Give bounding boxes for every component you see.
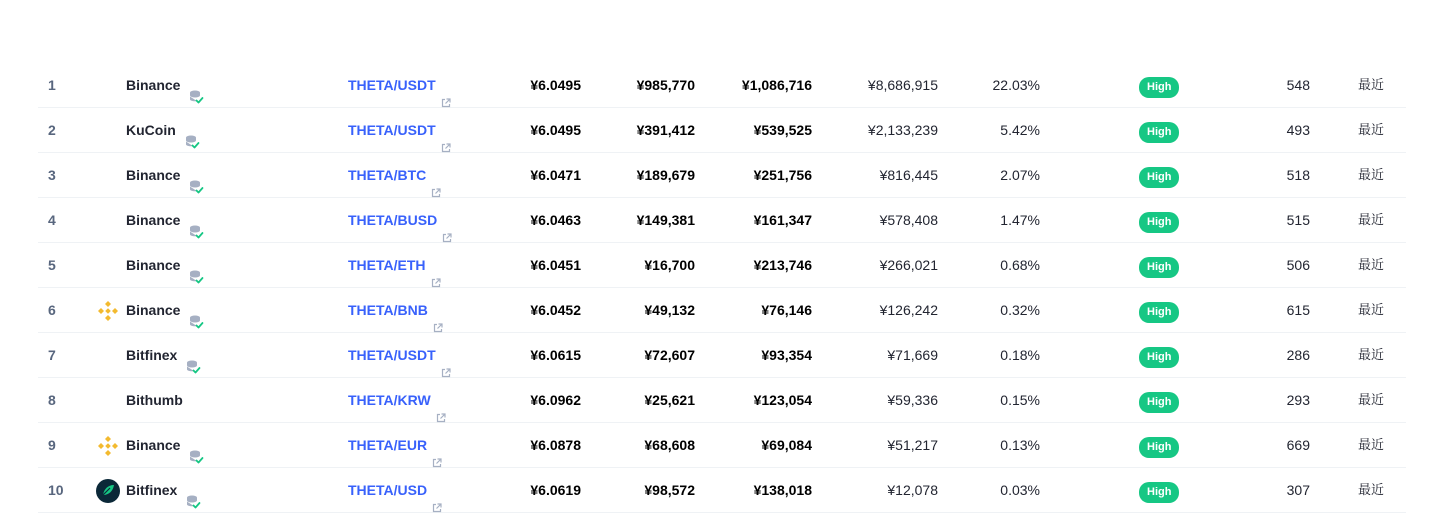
liquidity-score-cell: 293 [1286, 392, 1310, 408]
exchange-name[interactable]: Bitfinex [126, 482, 178, 498]
binance-logo [96, 299, 120, 323]
exchange-logo [96, 119, 120, 143]
depth-minus-cell: ¥539,525 [753, 122, 812, 138]
external-link-icon[interactable] [432, 486, 442, 496]
exchange-cell[interactable] [126, 63, 204, 108]
pair-link[interactable] [348, 378, 446, 423]
volume-cell: ¥816,445 [879, 167, 938, 183]
external-link-icon[interactable] [441, 351, 451, 361]
liquidity-score-cell: 286 [1286, 347, 1310, 363]
depth-plus-cell: ¥189,679 [636, 167, 695, 183]
volume-share-cell: 2.07% [1000, 167, 1040, 183]
volume-share-cell: 0.18% [1000, 347, 1040, 363]
confidence-badge: High [1139, 302, 1179, 323]
exchange-cell[interactable] [126, 108, 200, 153]
confidence-cell [1139, 165, 1179, 186]
confidence-cell [1139, 390, 1179, 411]
liquidity-score-cell: 615 [1286, 302, 1310, 318]
price-cell: ¥6.0615 [530, 347, 581, 363]
updated-cell: 最近 [1357, 258, 1384, 273]
table-row[interactable] [38, 108, 1406, 153]
pair-label[interactable]: THETA/BNB [348, 302, 428, 318]
pair-link[interactable] [348, 108, 451, 153]
pair-label[interactable]: THETA/BUSD [348, 212, 438, 228]
exchange-name[interactable]: Binance [126, 302, 181, 318]
volume-cell: ¥51,217 [887, 437, 938, 453]
depth-plus-cell: ¥985,770 [636, 77, 695, 93]
depth-plus-cell: ¥72,607 [644, 347, 695, 363]
liquidity-score-cell: 493 [1286, 122, 1310, 138]
exchange-cell[interactable] [126, 243, 204, 288]
depth-plus-cell: ¥149,381 [636, 212, 695, 228]
confidence-badge: High [1139, 392, 1179, 413]
updated-cell: 最近 [1357, 123, 1384, 138]
depth-plus-cell: ¥391,412 [636, 122, 695, 138]
price-cell: ¥6.0471 [530, 167, 581, 183]
database-check-icon [188, 438, 204, 454]
exchange-name[interactable]: Binance [126, 212, 181, 228]
pair-label[interactable]: THETA/BTC [348, 167, 427, 183]
depth-plus-cell: ¥49,132 [644, 302, 695, 318]
confidence-cell [1139, 255, 1179, 276]
pair-label[interactable]: THETA/EUR [348, 437, 428, 453]
exchange-name[interactable]: KuCoin [126, 122, 176, 138]
confidence-badge: High [1139, 482, 1179, 503]
volume-share-cell: 1.47% [1000, 212, 1040, 228]
database-check-icon [188, 213, 204, 229]
depth-minus-cell: ¥69,084 [761, 437, 812, 453]
bitfinex-logo [96, 479, 120, 503]
liquidity-score-cell: 669 [1286, 437, 1310, 453]
confidence-badge: High [1139, 437, 1179, 458]
volume-cell: ¥8,686,915 [867, 77, 938, 93]
external-link-icon[interactable] [431, 171, 441, 181]
depth-plus-cell: ¥16,700 [644, 257, 695, 273]
table-row[interactable] [38, 378, 1406, 423]
table-row[interactable] [38, 243, 1406, 288]
rank-cell: 1 [48, 77, 56, 93]
price-cell: ¥6.0451 [530, 257, 581, 273]
rank-cell: 7 [48, 347, 56, 363]
volume-share-cell: 0.03% [1000, 482, 1040, 498]
price-cell: ¥6.0619 [530, 482, 581, 498]
exchange-cell[interactable] [126, 333, 201, 378]
confidence-cell [1139, 300, 1179, 321]
exchange-logo [96, 164, 120, 188]
exchange-name[interactable]: Bithumb [126, 392, 183, 408]
liquidity-score-cell: 506 [1286, 257, 1310, 273]
database-check-icon [188, 168, 204, 184]
depth-minus-cell: ¥161,347 [753, 212, 812, 228]
exchange-cell[interactable] [126, 198, 204, 243]
external-link-icon[interactable] [431, 261, 441, 271]
pair-link[interactable] [348, 63, 451, 108]
depth-minus-cell: ¥251,756 [753, 167, 812, 183]
pair-label[interactable]: THETA/KRW [348, 392, 431, 408]
rank-cell: 4 [48, 212, 56, 228]
pair-link[interactable] [348, 423, 442, 468]
exchange-logo [96, 74, 120, 98]
exchange-logo [96, 344, 120, 368]
volume-share-cell: 22.03% [992, 77, 1040, 93]
price-cell: ¥6.0495 [530, 122, 581, 138]
table-row[interactable] [38, 63, 1406, 108]
exchange-cell[interactable] [126, 153, 204, 198]
markets-table [38, 63, 1406, 513]
database-check-icon [188, 303, 204, 319]
exchange-name[interactable]: Binance [126, 167, 181, 183]
exchange-name[interactable]: Binance [126, 437, 181, 453]
exchange-logo [96, 389, 120, 413]
pair-label[interactable]: THETA/ETH [348, 257, 426, 273]
pair-link[interactable] [348, 288, 443, 333]
volume-cell: ¥578,408 [879, 212, 938, 228]
volume-cell: ¥126,242 [879, 302, 938, 318]
pair-link[interactable] [348, 468, 442, 513]
exchange-cell[interactable] [126, 468, 201, 513]
updated-cell: 最近 [1357, 348, 1384, 363]
exchange-cell[interactable] [126, 423, 204, 468]
external-link-icon[interactable] [432, 441, 442, 451]
rank-cell: 6 [48, 302, 56, 318]
exchange-name[interactable]: Binance [126, 257, 181, 273]
depth-plus-cell: ¥98,572 [644, 482, 695, 498]
price-cell: ¥6.0463 [530, 212, 581, 228]
volume-share-cell: 0.68% [1000, 257, 1040, 273]
liquidity-score-cell: 548 [1286, 77, 1310, 93]
rank-cell: 9 [48, 437, 56, 453]
updated-cell: 最近 [1357, 483, 1384, 498]
depth-minus-cell: ¥76,146 [761, 302, 812, 318]
rank-cell: 8 [48, 392, 56, 408]
volume-share-cell: 0.13% [1000, 437, 1040, 453]
rank-cell: 5 [48, 257, 56, 273]
external-link-icon[interactable] [441, 126, 451, 136]
confidence-cell [1139, 75, 1179, 96]
database-check-icon [185, 348, 201, 364]
database-check-icon [188, 78, 204, 94]
volume-cell: ¥12,078 [887, 482, 938, 498]
pair-label[interactable]: THETA/USDT [348, 77, 436, 93]
updated-cell: 最近 [1357, 393, 1384, 408]
updated-cell: 最近 [1357, 78, 1384, 93]
table-row[interactable] [38, 333, 1406, 378]
updated-cell: 最近 [1357, 168, 1384, 183]
rank-cell: 10 [48, 482, 64, 498]
confidence-cell [1139, 435, 1179, 456]
pair-link[interactable] [348, 153, 441, 198]
price-cell: ¥6.0878 [530, 437, 581, 453]
confidence-cell [1139, 210, 1179, 231]
confidence-badge: High [1139, 257, 1179, 278]
table-row[interactable] [38, 288, 1406, 333]
exchange-cell[interactable] [126, 378, 183, 423]
confidence-badge: High [1139, 212, 1179, 233]
database-check-icon [188, 258, 204, 274]
exchange-name[interactable]: Binance [126, 77, 181, 93]
volume-share-cell: 0.15% [1000, 392, 1040, 408]
confidence-cell [1139, 480, 1179, 501]
table-row[interactable] [38, 153, 1406, 198]
depth-plus-cell: ¥68,608 [644, 437, 695, 453]
pair-link[interactable] [348, 243, 441, 288]
liquidity-score-cell: 518 [1286, 167, 1310, 183]
confidence-badge: High [1139, 167, 1179, 188]
exchange-logo [96, 254, 120, 278]
database-check-icon [184, 123, 200, 139]
volume-cell: ¥59,336 [887, 392, 938, 408]
pair-label[interactable]: THETA/USDT [348, 347, 436, 363]
volume-cell: ¥2,133,239 [867, 122, 938, 138]
pair-label[interactable]: THETA/USDT [348, 122, 436, 138]
depth-minus-cell: ¥213,746 [753, 257, 812, 273]
table-row[interactable] [38, 423, 1406, 468]
exchange-logo [96, 209, 120, 233]
updated-cell: 最近 [1357, 303, 1384, 318]
price-cell: ¥6.0962 [530, 392, 581, 408]
external-link-icon[interactable] [442, 216, 452, 226]
pair-label[interactable]: THETA/USD [348, 482, 428, 498]
depth-minus-cell: ¥1,086,716 [741, 77, 812, 93]
updated-cell: 最近 [1357, 438, 1384, 453]
volume-cell: ¥266,021 [879, 257, 938, 273]
volume-share-cell: 0.32% [1000, 302, 1040, 318]
database-check-icon [185, 483, 201, 499]
exchange-cell[interactable] [126, 288, 204, 333]
price-cell: ¥6.0495 [530, 77, 581, 93]
table-row[interactable] [38, 198, 1406, 243]
confidence-badge: High [1139, 347, 1179, 368]
exchange-name[interactable]: Bitfinex [126, 347, 178, 363]
external-link-icon[interactable] [436, 396, 446, 406]
rank-cell: 2 [48, 122, 56, 138]
updated-cell: 最近 [1357, 213, 1384, 228]
pair-link[interactable] [348, 198, 452, 243]
depth-plus-cell: ¥25,621 [644, 392, 695, 408]
confidence-cell [1139, 345, 1179, 366]
depth-minus-cell: ¥123,054 [753, 392, 812, 408]
volume-share-cell: 5.42% [1000, 122, 1040, 138]
depth-minus-cell: ¥138,018 [753, 482, 812, 498]
external-link-icon[interactable] [433, 306, 443, 316]
liquidity-score-cell: 515 [1286, 212, 1310, 228]
confidence-badge: High [1139, 77, 1179, 98]
pair-link[interactable] [348, 333, 451, 378]
binance-logo [96, 434, 120, 458]
external-link-icon[interactable] [441, 81, 451, 91]
rank-cell: 3 [48, 167, 56, 183]
depth-minus-cell: ¥93,354 [761, 347, 812, 363]
price-cell: ¥6.0452 [530, 302, 581, 318]
liquidity-score-cell: 307 [1286, 482, 1310, 498]
volume-cell: ¥71,669 [887, 347, 938, 363]
confidence-badge: High [1139, 122, 1179, 143]
table-row[interactable] [38, 468, 1406, 513]
confidence-cell [1139, 120, 1179, 141]
